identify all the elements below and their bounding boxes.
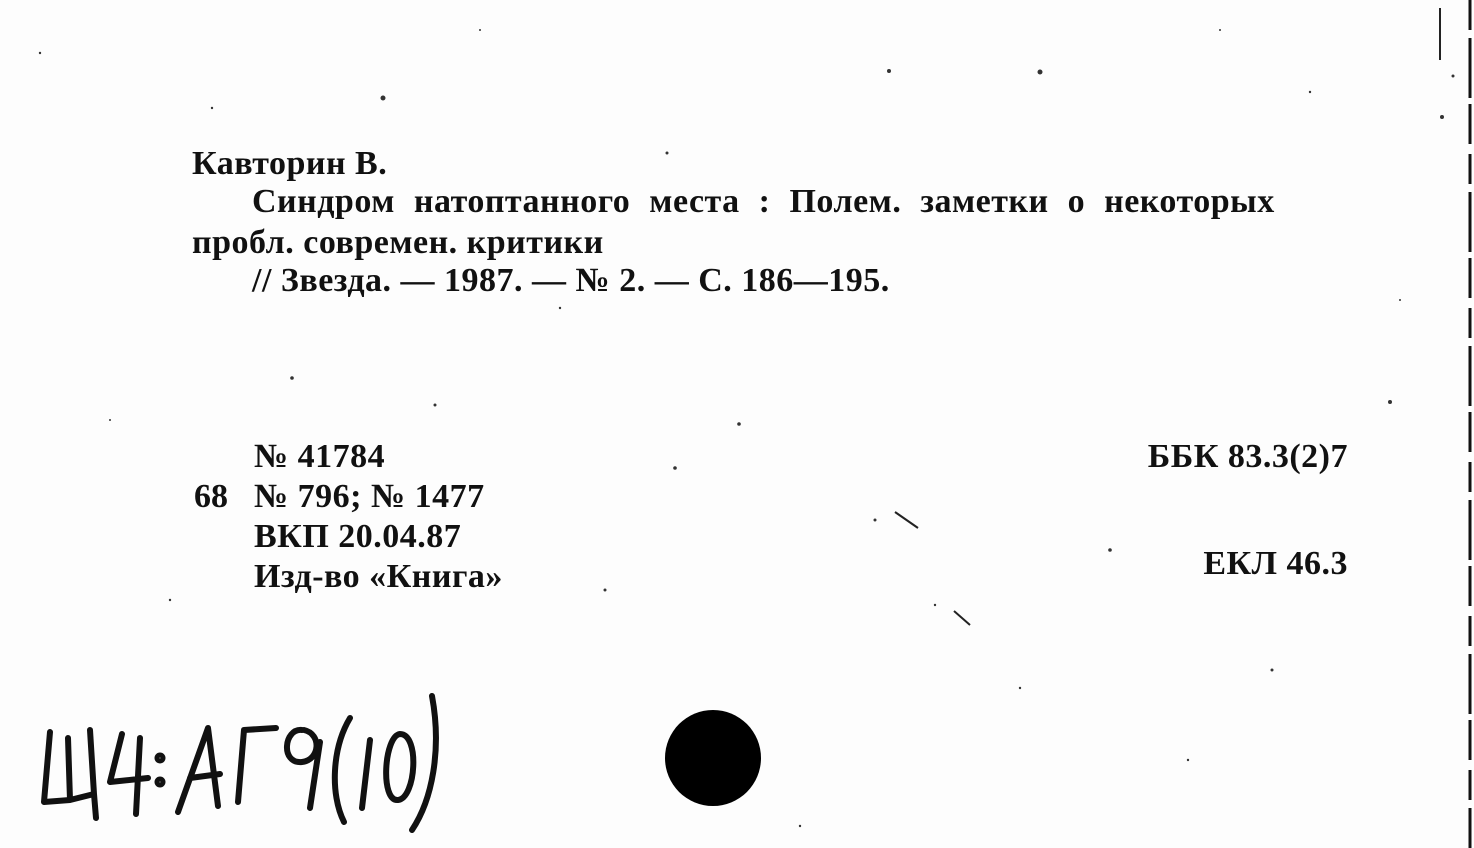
handwritten-shelf-code-icon xyxy=(40,690,460,840)
inventory-number: № 41784 xyxy=(254,438,386,475)
handwritten-shelf-code: Ц4: АГ9(10) xyxy=(40,839,46,840)
card-author: Кавторин В. xyxy=(192,145,388,182)
card-title-line-1: Синдром натоптанного места : Полем. заметки о некоторых xyxy=(252,183,1275,220)
card-title-line-2: пробл. современ. критики xyxy=(192,224,604,261)
bbk-code: ББК 83.3(2)7 xyxy=(1147,438,1348,475)
inventory-prefix: 68 xyxy=(194,478,228,515)
inventory-numbers: № 796; № 1477 xyxy=(254,478,485,515)
ekl-code: ЕКЛ 46.3 xyxy=(1203,545,1348,582)
card-source: // Звезда. — 1987. — № 2. — С. 186—195. xyxy=(252,262,890,299)
publisher: Изд-во «Книга» xyxy=(254,558,503,595)
punch-hole-icon xyxy=(665,710,761,806)
vkp-date: ВКП 20.04.87 xyxy=(254,518,462,555)
card-edge xyxy=(1468,0,1472,848)
